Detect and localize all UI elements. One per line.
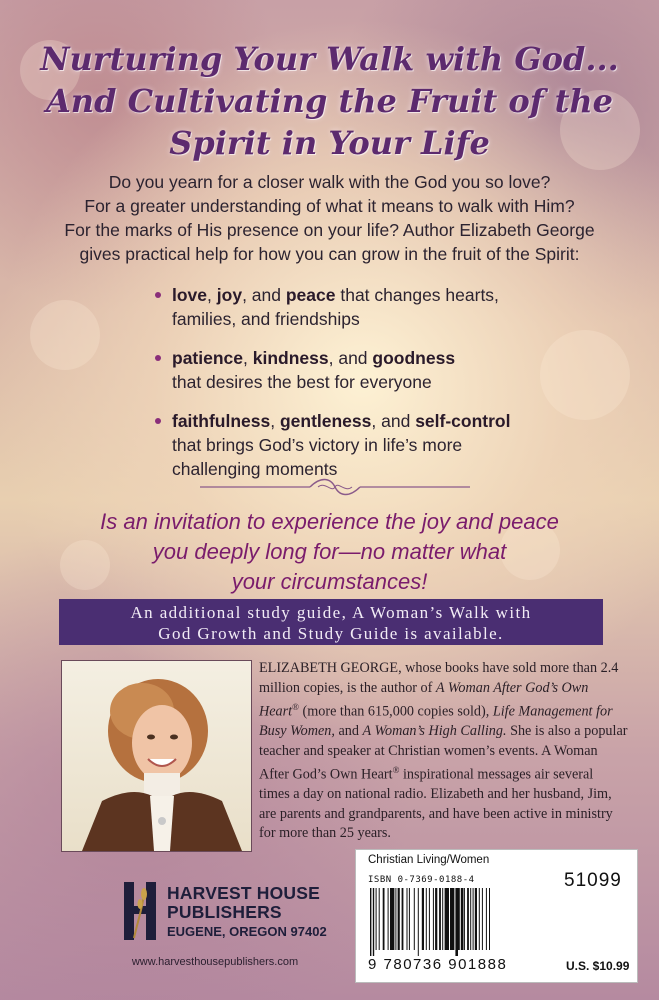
intro-line: gives practical help for how you can grow in the fruit of the Spirit: xyxy=(79,244,580,264)
barcode-bar xyxy=(433,888,434,950)
banner-line: An additional study guide, A Woman’s Walk with xyxy=(130,603,532,622)
bio-text: (more than 615,000 copies sold), xyxy=(298,703,493,720)
barcode-bar xyxy=(407,888,408,950)
publisher-website[interactable]: www.harvesthousepublishers.com xyxy=(131,956,299,968)
bio-line xyxy=(259,805,649,825)
fruit-text: that brings God’s victory in life’s more xyxy=(172,435,463,455)
barcode-bar xyxy=(370,888,371,956)
barcode-bar xyxy=(435,888,437,950)
bio-line xyxy=(259,742,649,762)
author-photo xyxy=(61,660,252,852)
barcode-bar xyxy=(470,888,471,950)
fruit-list-item xyxy=(155,346,575,394)
fruit-sep: , and xyxy=(242,285,286,305)
fruit-word: patience xyxy=(172,348,243,368)
barcode-bar xyxy=(475,888,477,950)
bio-text: times a day on national radio. Elizabeth and her husband, Jim, xyxy=(259,786,612,803)
bio-text: and xyxy=(334,723,363,740)
barcode-bar xyxy=(439,888,441,950)
fruit-word: peace xyxy=(285,285,336,305)
author-bio xyxy=(259,659,649,844)
bio-line xyxy=(259,659,649,679)
barcode-bar xyxy=(395,888,396,950)
flourish-divider-icon xyxy=(200,477,470,497)
registered-mark: ® xyxy=(392,765,400,776)
barcode-bar xyxy=(379,888,380,950)
barcode-bar xyxy=(452,888,454,950)
headline-line: Spirit in Your Life xyxy=(169,124,490,162)
barcode-bar xyxy=(418,888,419,956)
barcode-bar xyxy=(414,888,415,950)
barcode-bar xyxy=(373,888,374,956)
bullet-dot-icon xyxy=(155,418,161,424)
price-code: 51099 xyxy=(564,870,622,891)
book-title: Life Management for xyxy=(492,703,613,720)
book-title: A Woman’s High Calling. xyxy=(362,723,507,740)
bio-text: ELIZABETH GEORGE, whose books have sold more than 2.4 xyxy=(259,660,619,676)
barcode-bar xyxy=(458,888,460,950)
fruit-text: that desires the best for everyone xyxy=(172,372,432,392)
barcode-bar xyxy=(489,888,490,950)
bio-text: After God’s Own Heart xyxy=(259,766,393,783)
fruit-word: gentleness xyxy=(279,411,372,431)
bio-text: She is also a popular xyxy=(506,723,628,740)
fruit-list-item xyxy=(155,283,575,331)
fruit-list-item xyxy=(155,409,575,481)
fruit-word: love xyxy=(172,285,208,305)
barcode-bar xyxy=(486,888,487,950)
intro-line: For a greater understanding of what it means to walk with Him? xyxy=(84,196,575,216)
headline-line: And Cultivating the Fruit of the xyxy=(45,82,614,120)
bio-line xyxy=(259,761,649,785)
barcode-bar xyxy=(426,888,427,950)
intro-paragraph xyxy=(40,170,619,266)
publisher-line: HARVEST HOUSE xyxy=(167,883,320,903)
fruit-sep: , xyxy=(207,285,217,305)
bio-line xyxy=(259,698,649,722)
barcode-bar xyxy=(461,888,464,950)
barcode-number: 9 780736 901888 xyxy=(368,956,508,973)
bio-text: million copies, is the author of xyxy=(259,679,436,696)
banner-line: God Growth and Study Guide is available. xyxy=(158,624,504,643)
publisher-name xyxy=(167,884,327,941)
barcode-bar xyxy=(402,888,404,950)
fruit-word: kindness xyxy=(252,348,329,368)
bio-line xyxy=(259,722,649,742)
barcode-bar xyxy=(388,888,389,950)
bullet-dot-icon xyxy=(155,292,161,298)
study-guide-banner xyxy=(59,599,603,645)
bio-text: for more than 25 years. xyxy=(259,825,391,842)
barcode-bar xyxy=(409,888,410,950)
invitation-line: your circumstances! xyxy=(231,569,428,594)
headline xyxy=(0,38,659,164)
barcode-bar xyxy=(473,888,474,950)
bokeh-light xyxy=(30,300,100,370)
book-title: Heart xyxy=(259,703,293,720)
publisher-line: PUBLISHERS xyxy=(167,902,282,922)
fruit-word: joy xyxy=(216,285,243,305)
isbn-text: ISBN 0-7369-0188-4 xyxy=(368,875,475,885)
intro-line: For the marks of His presence on your life? Author Elizabeth George xyxy=(64,220,595,240)
barcode-bar xyxy=(398,888,400,950)
barcode-bar xyxy=(383,888,385,950)
bio-line xyxy=(259,824,649,844)
book-title: Busy Women, xyxy=(259,723,335,740)
fruit-text: families, and friendships xyxy=(172,309,360,329)
barcode-bar xyxy=(422,888,424,950)
book-title: A Woman After God’s Own xyxy=(435,679,589,696)
barcode-bar xyxy=(442,888,443,950)
fruit-word: self-control xyxy=(415,411,511,431)
fruit-sep: , and xyxy=(328,348,373,368)
fruit-list xyxy=(155,283,575,496)
registered-mark: ® xyxy=(292,702,299,712)
barcode-bar xyxy=(447,888,449,950)
invitation-line: you deeply long for—no matter what xyxy=(152,539,507,564)
harvest-house-h-icon xyxy=(120,880,164,942)
barcode-bar xyxy=(464,888,465,950)
bullet-dot-icon xyxy=(155,355,161,361)
barcode-bar xyxy=(479,888,480,950)
book-category: Christian Living/Women xyxy=(368,854,490,866)
barcode-bar xyxy=(376,888,377,950)
fruit-word: goodness xyxy=(372,348,456,368)
publisher-location: EUGENE, OREGON 97402 xyxy=(167,924,327,939)
headline-line: Nurturing Your Walk with God... xyxy=(40,40,619,78)
barcode-bar xyxy=(392,888,394,950)
invitation-line: Is an invitation to experience the joy and peace xyxy=(100,509,559,534)
fruit-word: faithfulness xyxy=(172,411,271,431)
fruit-sep: , xyxy=(270,411,280,431)
barcode-bar xyxy=(482,888,483,950)
invitation-text xyxy=(0,507,659,597)
barcode-bar xyxy=(429,888,430,950)
barcode-bar xyxy=(467,888,469,950)
bio-text: are parents and grandparents, and have been active in ministry xyxy=(259,805,613,822)
publisher-logo xyxy=(120,880,327,950)
intro-line: Do you yearn for a closer walk with the God you so love? xyxy=(108,172,551,192)
author-portrait-icon xyxy=(62,661,251,851)
fruit-text: challenging moments xyxy=(172,459,338,479)
bio-text: teacher and speaker at Christian women’s events. A Woman xyxy=(259,742,598,759)
fruit-sep: , and xyxy=(371,411,416,431)
bio-line xyxy=(259,785,649,805)
barcode-icon xyxy=(368,888,628,956)
bio-line xyxy=(259,679,649,699)
fruit-sep: , xyxy=(243,348,253,368)
fruit-text: that changes hearts, xyxy=(335,285,499,305)
price: U.S. $10.99 xyxy=(566,959,630,973)
bio-text: inspirational messages air several xyxy=(399,766,594,783)
